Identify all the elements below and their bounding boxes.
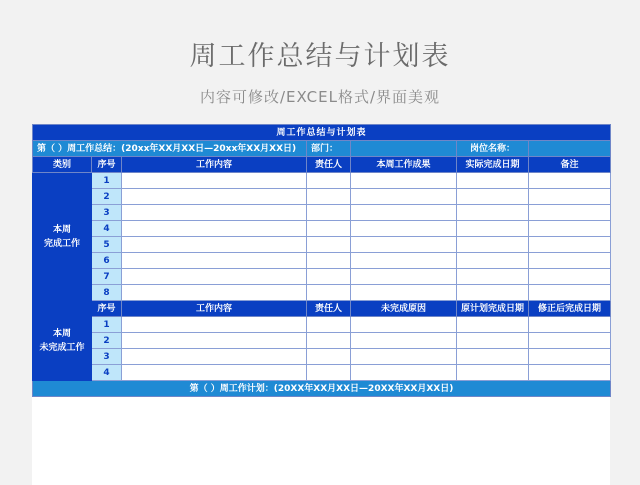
date-cell[interactable] [457, 205, 529, 221]
content-cell[interactable] [122, 237, 307, 253]
undone-header-row [33, 301, 611, 317]
col-category: 类别 [33, 157, 92, 173]
date-cell[interactable] [457, 253, 529, 269]
col-owner: 责任人 [307, 157, 351, 173]
owner-cell[interactable] [307, 349, 351, 365]
table-row [33, 189, 611, 205]
row-number: 1 [92, 317, 122, 333]
col-index: 序号 [92, 157, 122, 173]
table-row [33, 333, 611, 349]
result-cell[interactable] [351, 173, 457, 189]
result-cell[interactable] [351, 285, 457, 301]
col-owner: 责任人 [307, 301, 351, 317]
remark-cell[interactable] [529, 221, 611, 237]
content-cell[interactable] [122, 365, 307, 381]
owner-cell[interactable] [307, 173, 351, 189]
content-cell[interactable] [122, 349, 307, 365]
col-revised-date: 修正后完成日期 [529, 301, 611, 317]
reason-cell[interactable] [351, 333, 457, 349]
col-planned-date: 原计划完成日期 [457, 301, 529, 317]
content-cell[interactable] [122, 221, 307, 237]
row-number: 3 [92, 349, 122, 365]
table-row [33, 317, 611, 333]
result-cell[interactable] [351, 253, 457, 269]
row-number: 7 [92, 269, 122, 285]
result-cell[interactable] [351, 237, 457, 253]
remark-cell[interactable] [529, 285, 611, 301]
result-cell[interactable] [351, 269, 457, 285]
date-cell[interactable] [457, 317, 529, 333]
category-line: 本周 [52, 328, 71, 339]
table-row [33, 237, 611, 253]
date-cell[interactable] [457, 285, 529, 301]
col-content: 工作内容 [122, 157, 307, 173]
date-cell[interactable] [529, 365, 611, 381]
date-cell[interactable] [457, 173, 529, 189]
content-cell[interactable] [122, 253, 307, 269]
row-number: 1 [92, 173, 122, 189]
content-cell[interactable] [122, 317, 307, 333]
content-cell[interactable] [122, 333, 307, 349]
content-cell[interactable] [122, 205, 307, 221]
dept-label: 部门： [307, 141, 351, 157]
result-cell[interactable] [351, 189, 457, 205]
remark-cell[interactable] [529, 173, 611, 189]
owner-cell[interactable] [307, 317, 351, 333]
content-cell[interactable] [122, 285, 307, 301]
col-remark: 备注 [529, 157, 611, 173]
table-row [33, 221, 611, 237]
sheet-title: 周工作总结与计划表 [33, 125, 611, 141]
table-row [33, 173, 611, 189]
date-cell[interactable] [457, 221, 529, 237]
result-cell[interactable] [351, 221, 457, 237]
plan-row [33, 381, 611, 397]
date-cell[interactable] [529, 317, 611, 333]
row-number: 6 [92, 253, 122, 269]
date-cell[interactable] [457, 189, 529, 205]
row-number: 3 [92, 205, 122, 221]
date-cell[interactable] [457, 349, 529, 365]
sheet-title-row [33, 125, 611, 141]
col-index: 序号 [92, 301, 122, 317]
table-row [33, 349, 611, 365]
category-line: 未完成工作 [39, 342, 85, 353]
date-cell[interactable] [529, 349, 611, 365]
col-result: 本周工作成果 [351, 157, 457, 173]
summary-info-row [33, 141, 611, 157]
owner-cell[interactable] [307, 205, 351, 221]
report-table [32, 124, 611, 397]
date-cell[interactable] [529, 333, 611, 349]
table-row [33, 205, 611, 221]
reason-cell[interactable] [351, 365, 457, 381]
row-number: 4 [92, 221, 122, 237]
page-subtitle: 内容可修改/EXCEL格式/界面美观 [199, 88, 441, 106]
date-cell[interactable] [457, 333, 529, 349]
content-cell[interactable] [122, 173, 307, 189]
category-line: 完成工作 [43, 238, 80, 249]
date-cell[interactable] [457, 237, 529, 253]
owner-cell[interactable] [307, 253, 351, 269]
owner-cell[interactable] [307, 221, 351, 237]
table-row [33, 285, 611, 301]
position-label: 岗位名称： [457, 141, 529, 157]
owner-cell[interactable] [307, 237, 351, 253]
col-actual-date: 实际完成日期 [457, 157, 529, 173]
result-cell[interactable] [351, 205, 457, 221]
done-header-row [33, 157, 611, 173]
content-cell[interactable] [122, 269, 307, 285]
col-content: 工作内容 [122, 301, 307, 317]
date-cell[interactable] [457, 365, 529, 381]
row-number: 5 [92, 237, 122, 253]
plan-period: 第（ ）周工作计划：(20XX年XX月XX日—20XX年XX月XX日) [33, 381, 611, 397]
page-title: 周工作总结与计划表 [189, 41, 451, 72]
table-row [33, 365, 611, 381]
row-number: 2 [92, 333, 122, 349]
category-line: 本周 [52, 224, 71, 235]
owner-cell[interactable] [307, 365, 351, 381]
summary-period: 第（ ）周工作总结：(20xx年XX月XX日—20xx年XX月XX日) [33, 141, 307, 157]
table-row [33, 269, 611, 285]
undone-category [33, 301, 92, 381]
owner-cell[interactable] [307, 333, 351, 349]
reason-cell[interactable] [351, 317, 457, 333]
done-category [33, 173, 92, 301]
content-cell[interactable] [122, 189, 307, 205]
owner-cell[interactable] [307, 285, 351, 301]
row-number: 4 [92, 365, 122, 381]
owner-cell[interactable] [307, 189, 351, 205]
dept-field[interactable] [351, 141, 457, 157]
date-cell[interactable] [457, 269, 529, 285]
row-number: 2 [92, 189, 122, 205]
col-reason: 未完成原因 [351, 301, 457, 317]
owner-cell[interactable] [307, 269, 351, 285]
remark-cell[interactable] [529, 269, 611, 285]
remark-cell[interactable] [529, 253, 611, 269]
reason-cell[interactable] [351, 349, 457, 365]
remark-cell[interactable] [529, 189, 611, 205]
row-number: 8 [92, 285, 122, 301]
weekly-report-sheet [32, 124, 610, 485]
position-field[interactable] [529, 141, 611, 157]
remark-cell[interactable] [529, 237, 611, 253]
remark-cell[interactable] [529, 205, 611, 221]
table-row [33, 253, 611, 269]
